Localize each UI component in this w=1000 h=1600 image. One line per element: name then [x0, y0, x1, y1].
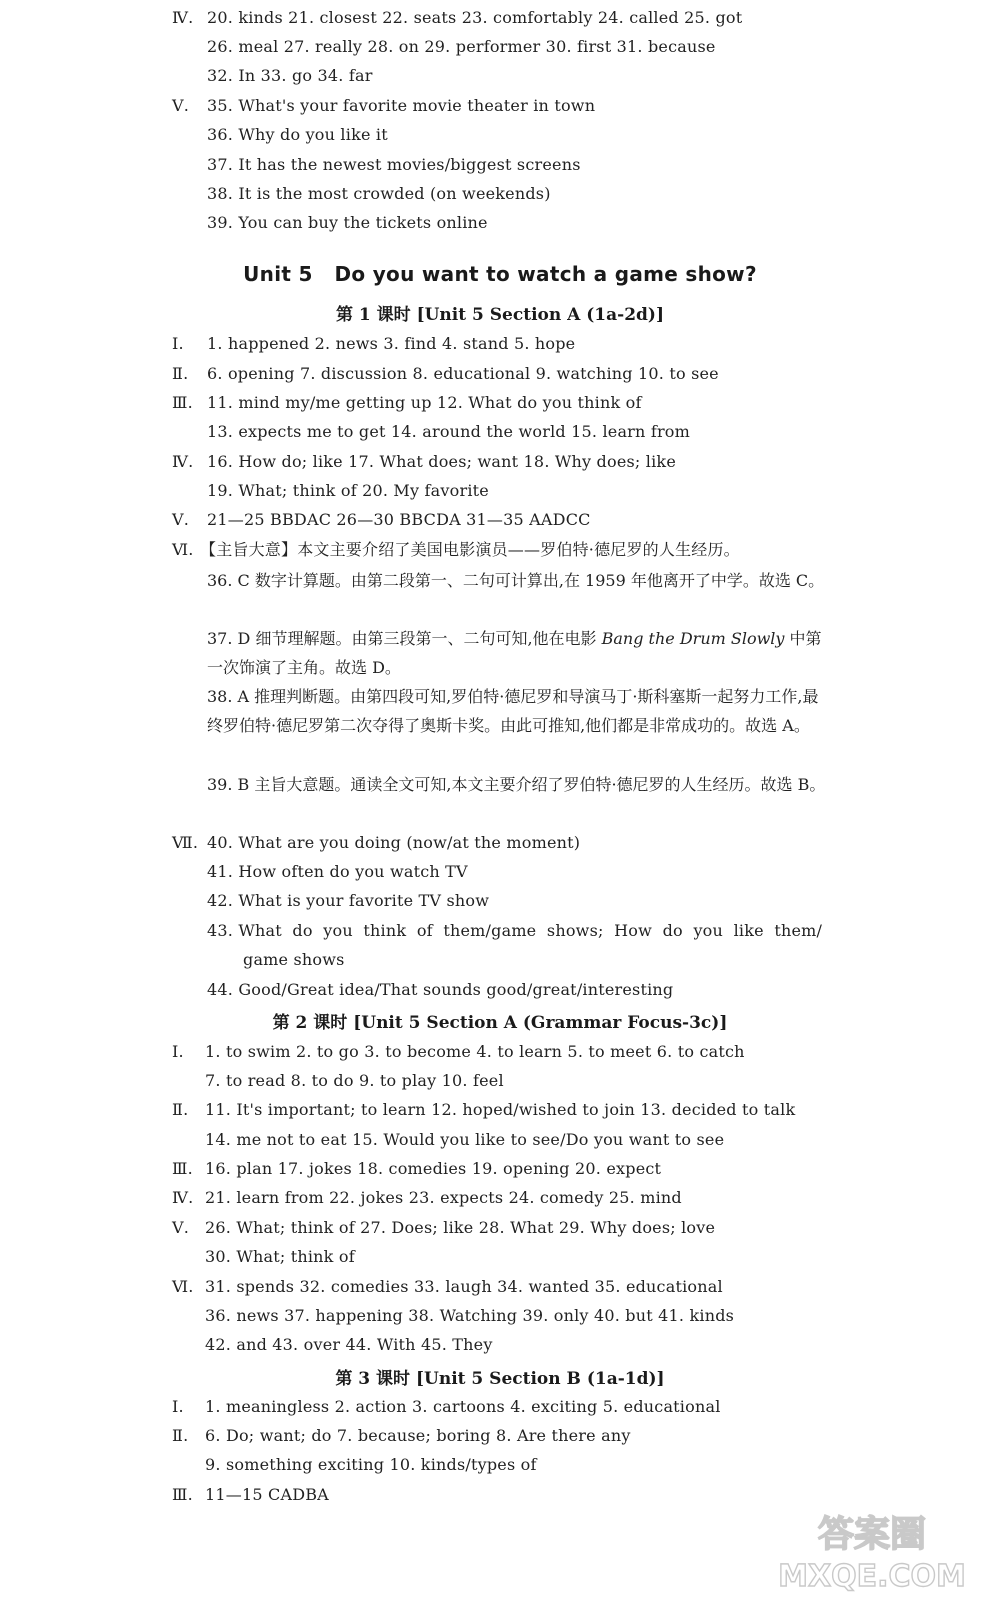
answer-line: 6. opening 7. discussion 8. educational 9. watching 10. to see	[207, 364, 719, 383]
answer-line: 16. How do; like 17. What does; want 18. Why does; like	[207, 452, 676, 471]
l1-section-vii-4	[0, 917, 1000, 945]
section-label: Ⅲ.	[172, 1485, 193, 1504]
section-label: Ⅱ.	[172, 364, 189, 383]
answer-line: game shows	[243, 950, 345, 969]
section-label: Ⅴ.	[172, 1218, 190, 1237]
answer-line: 36. Why do you like it	[207, 125, 388, 144]
l1-section-vi-intro	[0, 536, 1000, 564]
l3-section-ii-1	[0, 1422, 1000, 1450]
l1-section-vii-3	[0, 887, 1000, 915]
answer-line: 21. learn from 22. jokes 23. expects 24. comedy 25. mind	[205, 1188, 682, 1207]
section-label: Ⅰ.	[172, 1397, 184, 1416]
answer-line: 30. What; think of	[205, 1247, 355, 1266]
section-label: Ⅱ.	[172, 1100, 189, 1119]
q37-film-title: Bang the Drum Slowly	[601, 629, 785, 648]
section-v-row-2	[0, 121, 1000, 149]
answer-line: 16. plan 17. jokes 18. comedies 19. opening 20. expect	[205, 1159, 662, 1178]
answer-line: 44. Good/Great idea/That sounds good/great/interesting	[207, 980, 674, 999]
q38-explanation: 38. A 推理判断题。由第四段可知,罗伯特·德尼罗和导演马丁·斯科塞斯一起努力工作,最终罗伯特·德尼罗第二次夺得了奥斯卡奖。由此可推知,他们都是非常成功的。故选 A。	[207, 687, 819, 735]
answer-line: 26. meal 27. really 28. on 29. performer 30. first 31. because	[207, 37, 716, 56]
answer-line: 32. In 33. go 34. far	[207, 66, 373, 85]
answer-line: 11. mind my/me getting up 12. What do you think of	[207, 393, 642, 412]
l1-section-vii-5	[0, 946, 1000, 974]
watermark-text-cn: 答案圈	[817, 1514, 927, 1555]
answer-line: 20. kinds 21. closest 22. seats 23. comfortably 24. called 25. got	[207, 8, 743, 27]
l3-section-ii-2	[0, 1451, 1000, 1479]
section-v-row-1	[0, 92, 1000, 120]
l1-section-ii	[0, 360, 1000, 388]
answer-line: 19. What; think of 20. My favorite	[207, 481, 489, 500]
l1-section-iii-2	[0, 418, 1000, 446]
q37-explanation	[207, 624, 829, 682]
section-label: Ⅲ.	[172, 1159, 193, 1178]
section-label: Ⅴ.	[172, 96, 190, 115]
l1-section-vii-1	[0, 829, 1000, 857]
l2-section-v-2	[0, 1243, 1000, 1271]
answer-line: 38. It is the most crowded (on weekends)	[207, 184, 551, 203]
l2-section-vi-3	[0, 1331, 1000, 1359]
q37-text-b: 中第一次饰演了主角。故选 D。	[207, 629, 822, 677]
l2-section-i-2	[0, 1067, 1000, 1095]
answer-line: 1. meaningless 2. action 3. cartoons 4. exciting 5. educational	[205, 1397, 721, 1416]
answer-line: 11. It's important; to learn 12. hoped/wished to join 13. decided to talk	[205, 1100, 796, 1119]
answer-line: 36. news 37. happening 38. Watching 39. only 40. but 41. kinds	[205, 1306, 735, 1325]
watermark-graphic	[772, 1504, 972, 1594]
answer-line: 14. me not to eat 15. Would you like to see/Do you want to see	[205, 1130, 725, 1149]
section-v-row-5	[0, 209, 1000, 237]
answer-line: 43. What do you think of them/game shows; How do you like them/	[207, 921, 823, 940]
lesson-2-title: 第 2 课时 [Unit 5 Section A (Grammar Focus-3c)]	[272, 1013, 728, 1033]
l2-section-vi-1	[0, 1273, 1000, 1301]
q39-explanation: 39. B 主旨大意题。通读全文可知,本文主要介绍了罗伯特·德尼罗的人生经历。故选 B。	[207, 775, 826, 794]
l2-section-iv	[0, 1184, 1000, 1212]
l1-section-v	[0, 506, 1000, 534]
answer-line: 41. How often do you watch TV	[207, 862, 468, 881]
section-label: Ⅰ.	[172, 334, 184, 353]
answer-line: 13. expects me to get 14. around the world 15. learn from	[207, 422, 690, 441]
answer-line: 26. What; think of 27. Does; like 28. What 29. Why does; love	[205, 1218, 716, 1237]
section-label: Ⅳ.	[172, 8, 194, 27]
l2-section-ii-2	[0, 1126, 1000, 1154]
section-label: Ⅵ.	[172, 1277, 194, 1296]
answer-line: 9. something exciting 10. kinds/types of	[205, 1455, 537, 1474]
unit-title: Unit 5 Do you want to watch a game show?	[243, 262, 757, 286]
section-label: Ⅰ.	[172, 1042, 184, 1061]
l1-section-iv-2	[0, 477, 1000, 505]
l1-section-iv-1	[0, 448, 1000, 476]
l2-section-iii	[0, 1155, 1000, 1183]
l2-section-i-1	[0, 1038, 1000, 1066]
answer-line: 21—25 BBDAC 26—30 BBCDA 31—35 AADCC	[207, 510, 591, 529]
l1-section-vii-2	[0, 858, 1000, 886]
watermark-text-en: MXQE.COM	[778, 1559, 966, 1594]
section-label: Ⅳ.	[172, 452, 194, 471]
answer-line: 7. to read 8. to do 9. to play 10. feel	[205, 1071, 504, 1090]
l1-section-i	[0, 330, 1000, 358]
watermark-logo	[772, 1504, 972, 1594]
lesson-1-title: 第 1 课时 [Unit 5 Section A (1a-2d)]	[335, 305, 664, 325]
section-label: Ⅶ.	[172, 833, 199, 852]
answer-line: 42. and 43. over 44. With 45. They	[205, 1335, 493, 1354]
section-label: Ⅱ.	[172, 1426, 189, 1445]
answer-line: 37. It has the newest movies/biggest screens	[207, 155, 581, 174]
section-label: Ⅲ.	[172, 393, 193, 412]
section-iv-row-2	[0, 33, 1000, 61]
q36-explanation: 36. C 数字计算题。由第二段第一、二句可计算出,在 1959 年他离开了中学。故选 C。	[207, 571, 825, 590]
answer-line: 1. happened 2. news 3. find 4. stand 5. hope	[207, 334, 576, 353]
lesson-3-title: 第 3 课时 [Unit 5 Section B (1a-1d)]	[335, 1369, 665, 1389]
answer-line: 40. What are you doing (now/at the moment)	[207, 833, 581, 852]
l1-section-iii-1	[0, 389, 1000, 417]
answer-line: 6. Do; want; do 7. because; boring 8. Are there any	[205, 1426, 631, 1445]
section-label: Ⅳ.	[172, 1188, 194, 1207]
l2-section-vi-2	[0, 1302, 1000, 1330]
answer-line: 11—15 CADBA	[205, 1485, 329, 1504]
l2-section-v-1	[0, 1214, 1000, 1242]
section-v-row-4	[0, 180, 1000, 208]
l2-section-ii-1	[0, 1096, 1000, 1124]
main-idea-text: 【主旨大意】本文主要介绍了美国电影演员——罗伯特·德尼罗的人生经历。	[200, 540, 740, 559]
answer-line: 31. spends 32. comedies 33. laugh 34. wanted 35. educational	[205, 1277, 723, 1296]
answer-line: 35. What's your favorite movie theater in town	[207, 96, 596, 115]
section-label: Ⅵ.	[172, 540, 194, 559]
section-v-row-3	[0, 151, 1000, 179]
section-label: Ⅴ.	[172, 510, 190, 529]
l1-section-vii-6	[0, 976, 1000, 1004]
answer-line: 1. to swim 2. to go 3. to become 4. to learn 5. to meet 6. to catch	[205, 1042, 745, 1061]
section-iv-row-3	[0, 62, 1000, 90]
answer-line: 39. You can buy the tickets online	[207, 213, 488, 232]
q37-text-a: 37. D 细节理解题。由第三段第一、二句可知,他在电影	[207, 629, 602, 648]
answer-line: 42. What is your favorite TV show	[207, 891, 490, 910]
l3-section-i	[0, 1393, 1000, 1421]
section-iv-row-1	[0, 4, 1000, 32]
